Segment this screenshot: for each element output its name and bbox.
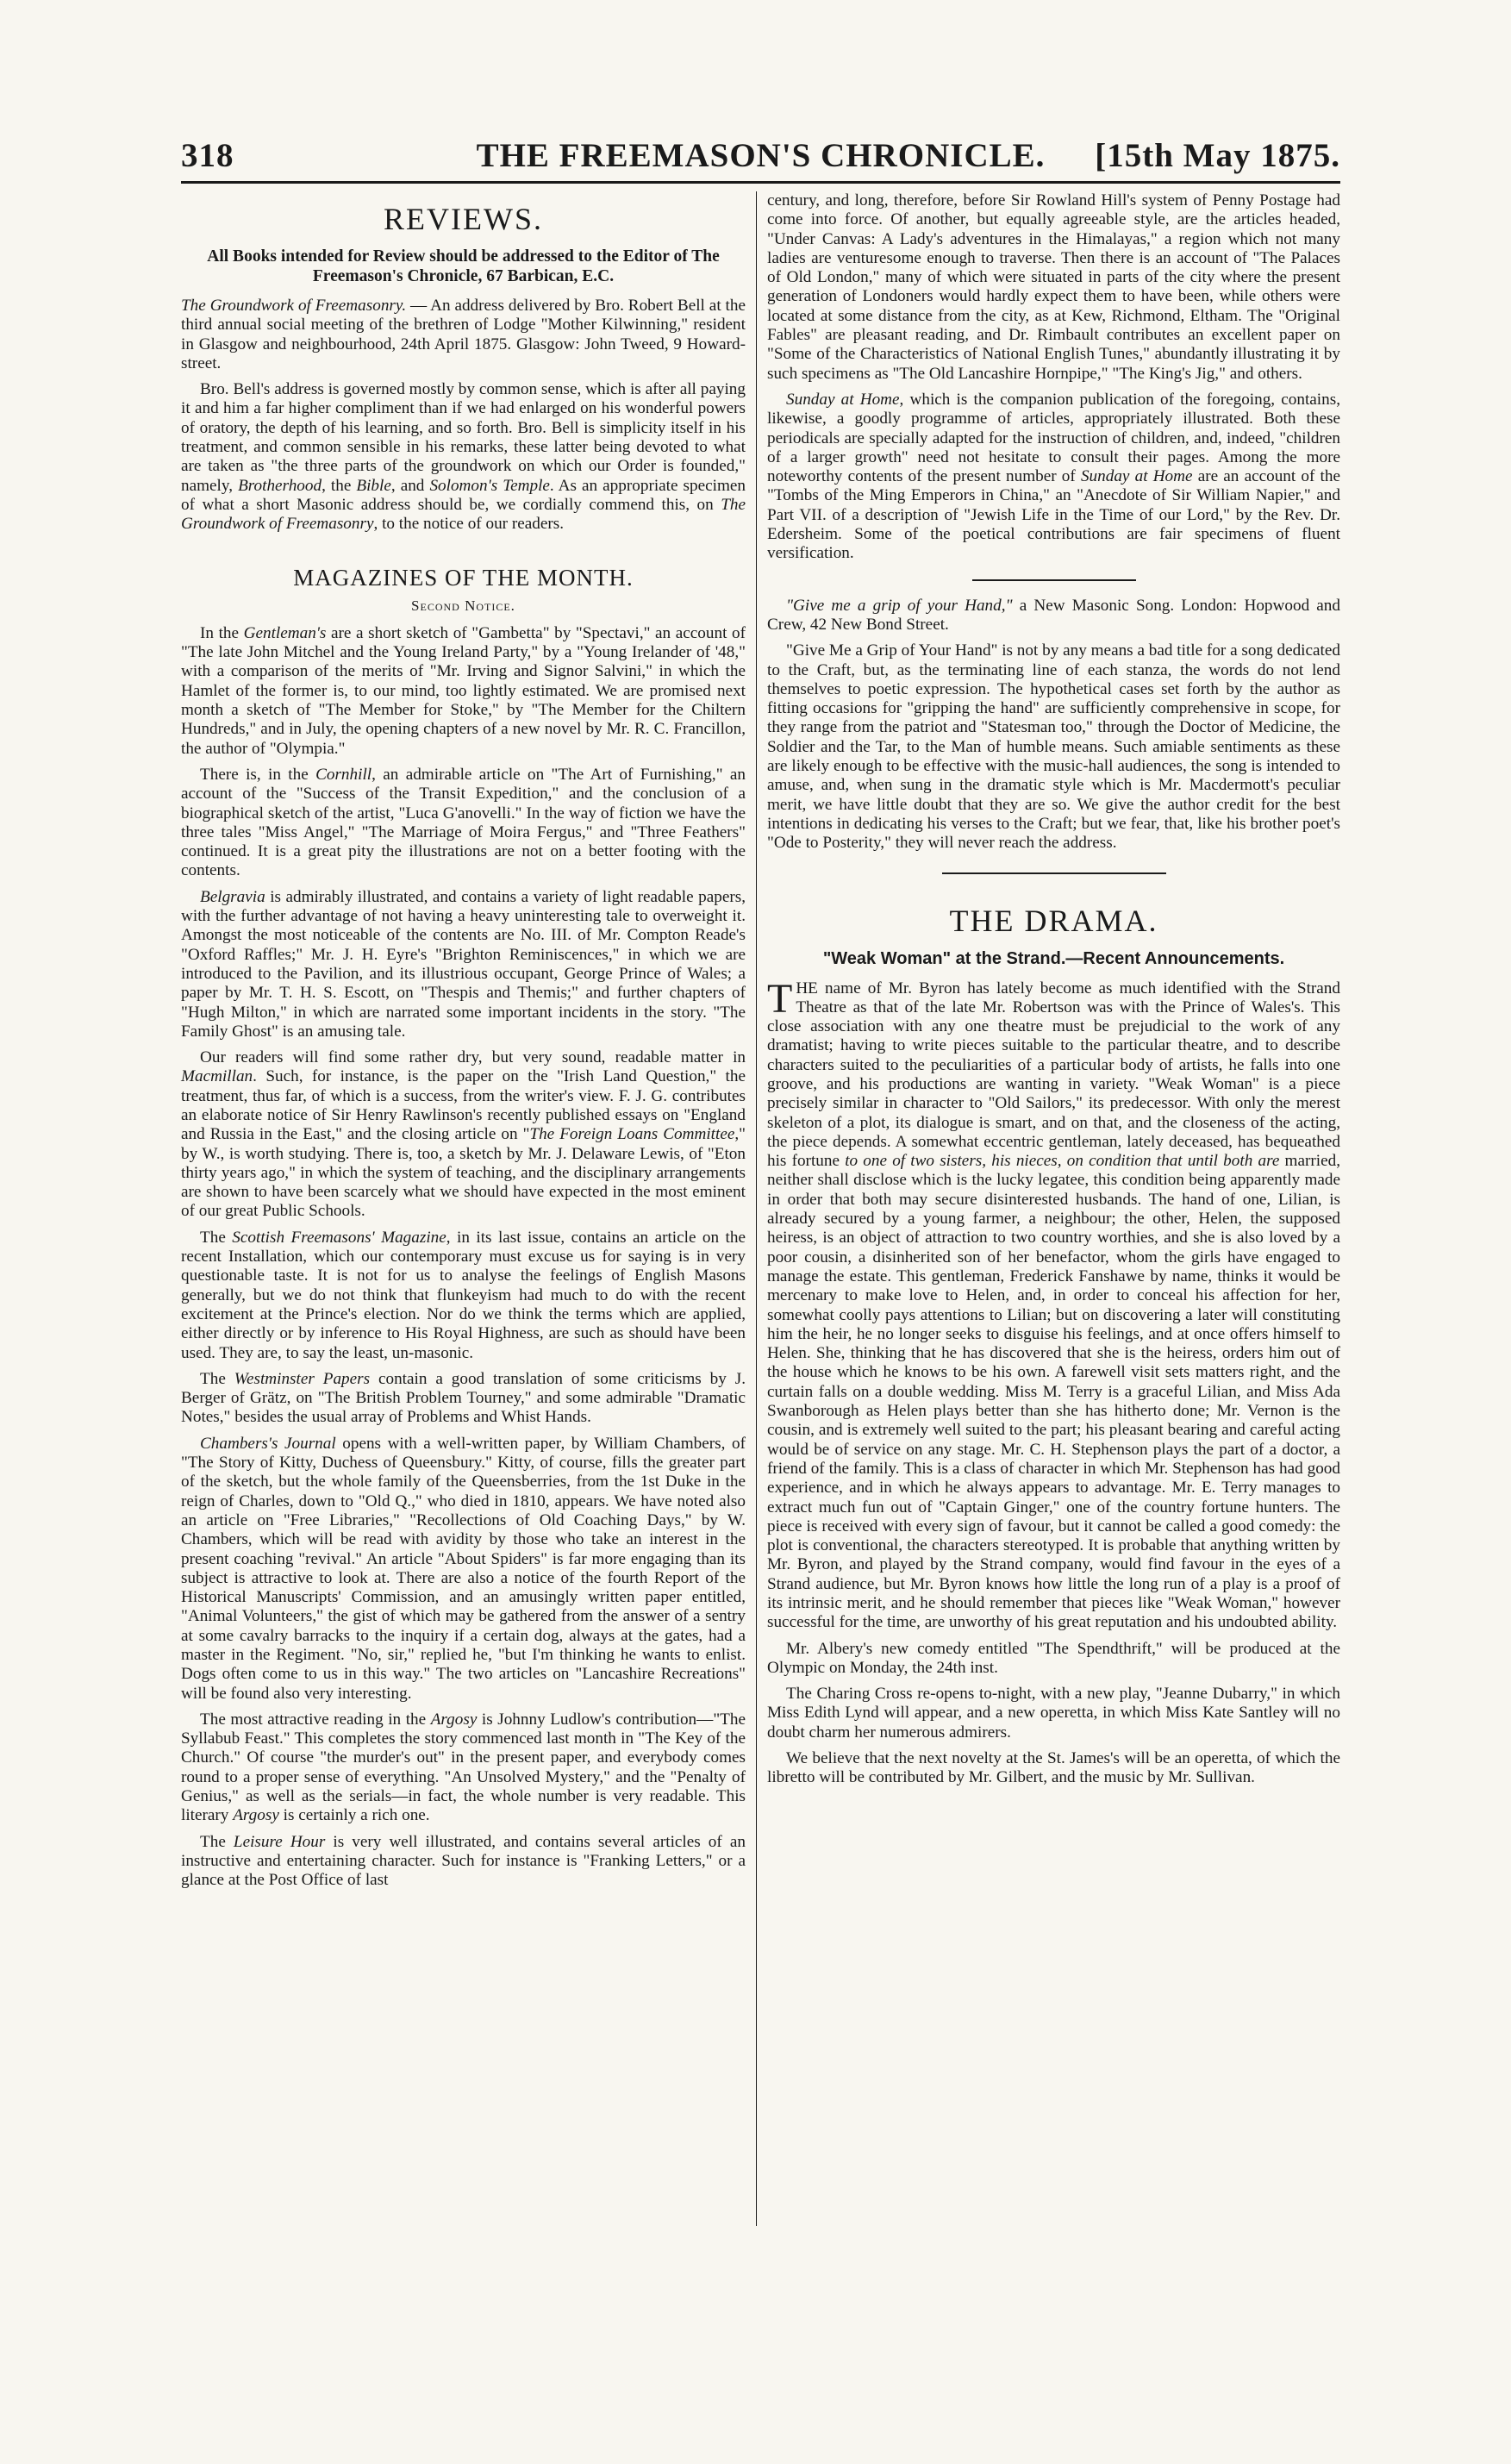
masthead-rule xyxy=(181,181,1340,184)
review-book-entry: The Groundwork of Freemasonry. — An address delivered by Bro. Robert Bell at the third annual social meeting of the brethren of Lodge "Mother Kilwinning," resident in Glasgow and neighbourhood, 24th April 1875. Glasgow: John Tweed, 9 Howard-street. xyxy=(181,297,746,372)
magazine-paragraph: The Scottish Freemasons' Magazine, in its last issue, contains an article on the recent Installation, which our contemporary must excuse us for saying is in very questionable taste. It is not for us to analyse the feelings of English Masons generally, but we do not think that flunkeyism had much to do with the recent excitement at the Prince's election. Nor do we think the terms which are applied, either directly or by inference to His Royal Highness, are such as should have been used. They are, to say the least, un-masonic. xyxy=(181,1228,746,1362)
review-paragraph: Bro. Bell's address is governed mostly by common sense, which is after all paying it and him a far higher compliment than if we had enlarged on his wonderful powers of oratory, the depth of his learning, and so forth. Bro. Bell is simplicity itself in his treatment, and common sensible in his remarks, these latter being devoted to what are taken as "the three parts of the groundwork on which our Order is founded," namely, Brotherhood, the Bible, and Solomon's Temple. As an appropriate specimen of what a short Masonic address should be, we cordially commend this, on The Groundwork of Freemasonry, to the notice of our readers. xyxy=(181,380,746,534)
section-separator xyxy=(972,579,1136,581)
drama-paragraph: THE name of Mr. Byron has lately become as much identified with the Strand Theatre as that of the late Mr. Robertson was with the Prince of Wales's. This close association with any one theatre must be prejudicial to the work of any dramatist; having to write pieces suitable to the particular theatre, and to describe characters suited to the peculiarities of a particular body of artists, he falls into one groove, and his productions are wanting in variety. "Weak Woman" is a piece precisely similar in character to "Old Sailors," its predecessor. With only the merest skeleton of a plot, its dialogue is smart, and on that, and the closeness of the acting, the piece depends. A somewhat eccentric gentleman, lately deceased, has bequeathed his fortune to one of two sisters, his nieces, on condition that until both are married, neither shall disclose which is the lucky legatee, this condition being apparently made in order that both may secure disinterested husbands. The hand of one, Lilian, is already secured by a young farmer, a neighbour; the other, Helen, the supposed heiress, is an object of attraction to two country worthies, and she is also loved by a poor cousin, a disinherited son of her benefactor, whom the girls have engaged to manage the estate. This gentleman, Frederick Fanshawe by name, thinks it would be mercenary to make love to Helen, and, in order to conceal his affection for her, somewhat coolly pays attentions to Lilian; but on discovering a later will constituting him the heir, he no longer seeks to disguise his feelings, and at once offers himself to Helen. She, thinking that he has discovered that she is the heiress, orders him out of the house which he knows to be his own. A farewell visit sets matters right, and the curtain falls on a double wedding. Miss M. Terry is a graceful Lilian, and Miss Ada Swanborough as Helen plays better than she has hitherto done; Mr. Vernon is the cousin, and is extremely well suited to the part; his pleasant bearing and careful acting would be of service on any stage. Mr. C. H. Stephenson plays the part of a doctor, a friend of the family. This is a class of character in which Mr. Stephenson has had good experience, and in which he always appears to advantage. Mr. E. Terry manages to extract much fun out of "Captain Ginger," one of the country fortune hunters. The piece is received with every sign of favour, but it cannot be called a good comedy: the plot is conventional, the characters stereotyped. It is probable that anything written by Mr. Byron, and played by the Strand company, would find favour in the eyes of a Strand audience, but Mr. Byron knows how little the long run of a play is a proof of its intrinsic merit, and he should remember that pieces like "Weak Woman," however successful for the time, are unworthy of his great reputation and his undoubted ability. xyxy=(767,975,1341,1632)
page-number: 318 xyxy=(181,137,234,174)
magazine-paragraph: The Westminster Papers contain a good translation of some criticisms by J. Berger of Grätz, on "The British Problem Tourney," and some admirable "Dramatic Notes," besides the usual array of Problems and Whist Hands. xyxy=(181,1369,746,1427)
review-book-title: The Groundwork of Freemasonry. xyxy=(181,297,407,315)
drama-paragraph: Mr. Albery's new comedy entitled "The Spendthrift," will be produced at the Olympic on Monday, the 24th inst. xyxy=(767,1639,1340,1677)
magazines-subheading: Second Notice. xyxy=(411,597,515,614)
song-title: "Give me a grip of your Hand," xyxy=(786,596,1013,615)
reviews-heading: REVIEWS. xyxy=(384,202,543,236)
song-entry: "Give me a grip of your Hand," a New Masonic Song. London: Hopwood and Crew, 42 New Bond Street. xyxy=(767,596,1340,634)
masthead xyxy=(181,136,1340,181)
drop-cap: T xyxy=(767,975,793,1022)
drama-heading: THE DRAMA. xyxy=(949,903,1158,938)
magazine-paragraph: Chambers's Journal opens with a well-written paper, by William Chambers, of "The Story of Kitty, Duchess of Queensbury." Kitty, of course, fills the greater part of the sketch, but the whole family of the Queensberries, from the 1st Duke in the reign of Charles, down to "Old Q.," who died in 1810, appears. We have noted also an article on "Free Libraries," "Recollections of Old Coaching Days," by W. Chambers, which will be read with avidity by those who take an interest in the present coaching "revival." An article "About Spiders" is far more engaging than its subject is attractive to look at. There are also a notice of the fourth Report of the Historical Manuscripts' Commission, and an amusingly written paper entitled, "Animal Volunteers," the gist of which may be gathered from the answer of a sentry at some cavalry barracks to the inquiry if a certain dog, always at the gates, had a master in the Regiment. "No, sir," replied he, "but I'm thinking he wants to enlist. Dogs often come to us in this way." The two articles on "Lancashire Recreations" will be found also very interesting. xyxy=(181,1434,746,1703)
column-divider xyxy=(756,191,757,2226)
magazine-paragraph: Our readers will find some rather dry, but very sound, readable matter in Macmillan. Such, for instance, is the paper on the "Irish Land Question," the treatment, thus far, of which is a success, from the writer's view. F. J. G. contributes an elaborate notice of Sir Henry Rawlinson's recently published essays on "England and Russia in the East," and the closing article on "The Foreign Loans Committee," by W., is worth studying. There is, too, a sketch by Mr. J. Delaware Lewis, of "Eton thirty years ago," in which the system of teaching, and the disciplinary arrangements are shown to have been scarcely what we should have expected in the most eminent of our great Public Schools. xyxy=(181,1048,746,1221)
song-review: "Give Me a Grip of Your Hand" is not by any means a bad title for a song dedicated to the Craft, but, as the terminating line of each stanza, the words do not lend themselves to poetic expression. The hypothetical cases set forth by the author as fitting occasions for "gripping the hand" are sufficiently comprehensive in scope, for they range from the patriot and "Statesman too," through the Doctor of Medicine, the Soldier and the Tar, to the Man of humble means. Such amiable sentiments as these are likely enough to be effective with the music-hall audiences, the song is intended to amuse, and, when sung in the dramatic style which is Mr. Macdermott's peculiar merit, we have little doubt that they are so. We give the author credit for the best intentions in dedicating his verses to the Craft; but we fear, that, like his brother poet's "Ode to Posterity," they will never reach the address. xyxy=(767,641,1340,853)
issue-date: [15th May 1875. xyxy=(1095,137,1340,174)
magazines-heading: MAGAZINES OF THE MONTH. xyxy=(293,564,634,591)
magazine-paragraph: There is, in the Cornhill, an admirable article on "The Art of Furnishing," an account of the "Success of the Transit Expedition," and the conclusion of a biographical sketch of the artist, "Luca G'anovelli." In the way of fiction we have the three tales "Miss Angel," "The Marriage of Moira Fergus," and "Three Feathers" continued. It is a great pity the illustrations are not on a better footing with the contents. xyxy=(181,765,746,880)
magazine-paragraph: The most attractive reading in the Argosy is Johnny Ludlow's contribution—"The Syllabub Feast." This completes the story commenced last month in "The Key of the Church." Of course "the murder's out" in the present paper, and everybody comes round to a proper sense of everything. "An Unsolved Mystery," and the "Penalty of Genius," as well as the serials—in fact, the whole number is very readable. This literary Argosy is certainly a rich one. xyxy=(181,1710,746,1825)
drama-paragraph: The Charing Cross re-opens to-night, with a new play, "Jeanne Dubarry," in which Miss Edith Lynd will appear, and a new operetta, in which Miss Kate Santley will no doubt charm her numerous admirers. xyxy=(767,1685,1340,1742)
drama-paragraph: We believe that the next novelty at the St. James's will be an operetta, of which the libretto will be contributed by Mr. Gilbert, and the music by Mr. Sullivan. xyxy=(767,1749,1340,1787)
magazine-paragraph: Sunday at Home, which is the companion publication of the foregoing, contains, likewise, a goodly programme of articles, appropriately illustrated. Both these periodicals are specially adapted for the instruction of children, and, indeed, "children of a larger growth" need not hesitate to consult their pages. Among the more noteworthy contents of the present number of Sunday at Home are an account of the "Tombs of the Ming Emperors in China," an "Anecdote of Sir William Napier," and Part VII. of a description of "Jewish Life in the Time of our Lord," by the Rev. Dr. Edersheim. Some of the poetical contributions are fair specimens of fluent versification. xyxy=(767,390,1340,563)
newspaper-title: THE FREEMASON'S CHRONICLE. xyxy=(476,137,1046,174)
magazine-paragraph: The Leisure Hour is very well illustrated, and contains several articles of an instructive and entertaining character. Such for instance is "Franking Letters," or a glance at the Post Office of last xyxy=(181,1832,746,1890)
left-column xyxy=(181,191,746,1898)
drama-subheading: "Weak Woman" at the Strand.—Recent Announcements. xyxy=(822,948,1285,968)
section-separator xyxy=(942,872,1166,874)
magazine-continuation: century, and long, therefore, before Sir Rowland Hill's system of Penny Postage had come into force. Of another, but equally agreeable style, are the articles headed, "Under Canvas: A Lady's adventures in the Himalayas," a region which not many ladies are venturesome enough to traverse. Then there is an account of "The Palaces of Old London," many of which were situated in parts of the city where the present generation of Londoners would hardly expect them to have been, while others were located at some distance from the city, as at Kew, Richmond, Eltham. The "Original Fables" are pleasant reading, and Dr. Rimbault contributes an excellent paper on "Some of the Characteristics of National English Tunes," abundantly illustrating it by such specimens as "The Old Lancashire Hornpipe," "The King's Jig," and others. xyxy=(767,191,1340,383)
magazine-paragraph: In the Gentleman's are a short sketch of "Gambetta" by "Spectavi," an account of "The late John Mitchel and the Young Ireland Party," by a "Young Irelander of '48," with a comparison of the merits of "Mr. Irving and Signor Salvini," in which the Hamlet of the former is, to our mind, too lightly estimated. We are promised next month a sketch of "The Member for Stoke," by "The Member for the Chiltern Hundreds," and in July, the opening chapters of a new novel by Mr. R. C. Francillon, the author of "Olympia." xyxy=(181,623,746,758)
reviews-notice: All Books intended for Review should be addressed to the Editor of The Freemason's Chronicle, 67 Barbican, E.C. xyxy=(207,247,720,285)
magazine-paragraph: Belgravia is admirably illustrated, and contains a variety of light readable papers, with the further advantage of not having a heavy uninteresting tale to overweight it. Amongst the most noticeable of the contents are No. III. of Mr. Compton Reade's "Oxford Raffles;" Mr. J. H. Eyre's "Brighton Reminiscences," in which we are introduced to the Pavilion, and its illustrious occupant, George Prince of Wales; a paper by Mr. T. H. S. Escott, on "Thespis and Themis;" and further chapters of "Hugh Milton," in which are narrated some important incidents in the story. "The Family Ghost" is an amusing tale. xyxy=(181,887,746,1041)
right-column xyxy=(767,191,1340,1795)
